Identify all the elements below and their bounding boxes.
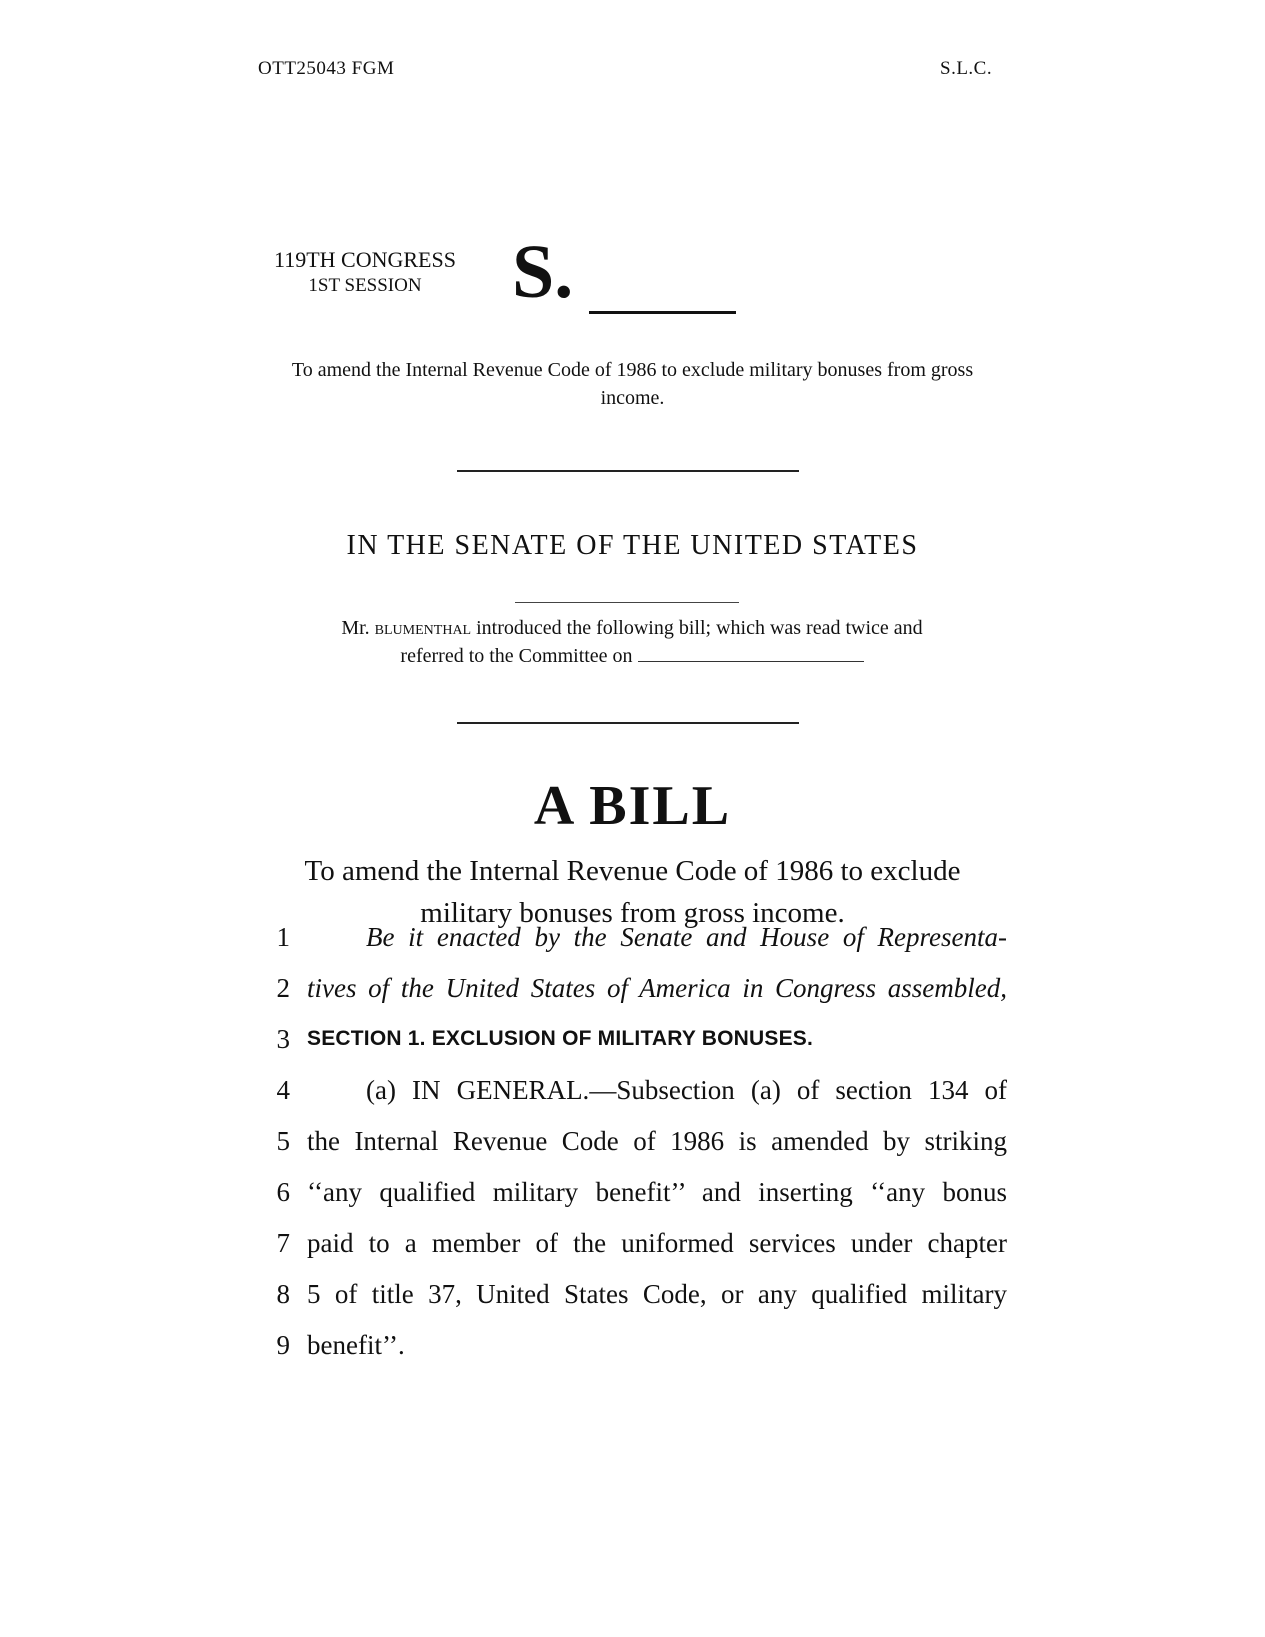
sponsor-name: blumenthal: [374, 617, 472, 639]
a-bill-heading: A BILL: [533, 775, 732, 837]
bill-text-line: 5 of title 37, United States Code, or any qualified military: [307, 1279, 1007, 1309]
bill-text-line: benefit’’.: [307, 1330, 405, 1360]
divider-rule: [457, 470, 799, 472]
line-number: 7: [276, 1228, 290, 1258]
line-number: 9: [276, 1330, 290, 1360]
bill-text-line: ‘‘any qualified military benefit’’ and inserting ‘‘any bonus: [307, 1177, 1007, 1207]
section-heading: SECTION 1. EXCLUSION OF MILITARY BONUSES.: [307, 1027, 814, 1050]
long-title: To amend the Internal Revenue Code of 1986 to exclude military bonuses from gross income.: [304, 855, 961, 929]
line-number: 4: [276, 1075, 290, 1105]
bill-number-blank: [589, 311, 736, 314]
line-number: 5: [276, 1126, 290, 1156]
subsection-text: —Subsection (a) of section 134 of: [589, 1075, 1008, 1105]
line-number: 1: [276, 922, 290, 952]
committee-blank: [638, 643, 864, 662]
line-number: 6: [276, 1177, 290, 1207]
subsection-line: [366, 1073, 1007, 1107]
divider-rule: [457, 722, 799, 724]
slc-label: S.L.C.: [940, 58, 993, 79]
bill-prefix: S.: [512, 230, 574, 314]
introduction-text: introduced the following bill; which was read twice and: [476, 617, 923, 639]
referral-text: referred to the Committee on: [400, 645, 633, 667]
enacting-clause-line: Be it enacted by the Senate and House of Representa-: [366, 922, 1007, 952]
subsection-heading: IN GENERAL.: [412, 1075, 590, 1105]
line-number: 8: [276, 1279, 290, 1309]
document-code: OTT25043 FGM: [258, 58, 395, 79]
short-title: To amend the Internal Revenue Code of 1986 to exclude military bonuses from gross income.: [291, 359, 974, 409]
introduction-statement: [276, 614, 988, 670]
sponsor-prefix: Mr.: [341, 617, 370, 639]
bill-text-line: paid to a member of the uniformed services under chapter: [307, 1228, 1007, 1258]
subsection-marker: (a): [366, 1075, 396, 1105]
congress-session-block: [255, 247, 475, 299]
line-number: 2: [276, 973, 290, 1003]
chamber-heading: IN THE SENATE OF THE UNITED STATES: [346, 530, 919, 561]
line-number: 3: [276, 1024, 290, 1054]
session-label: 1ST SESSION: [308, 275, 422, 296]
enacting-clause-line: tives of the United States of America in Congress assembled,: [307, 973, 1007, 1003]
bill-text-line: the Internal Revenue Code of 1986 is amended by striking: [307, 1126, 1007, 1156]
divider-rule-short: [515, 602, 739, 603]
congress-label: 119TH CONGRESS: [274, 247, 456, 272]
